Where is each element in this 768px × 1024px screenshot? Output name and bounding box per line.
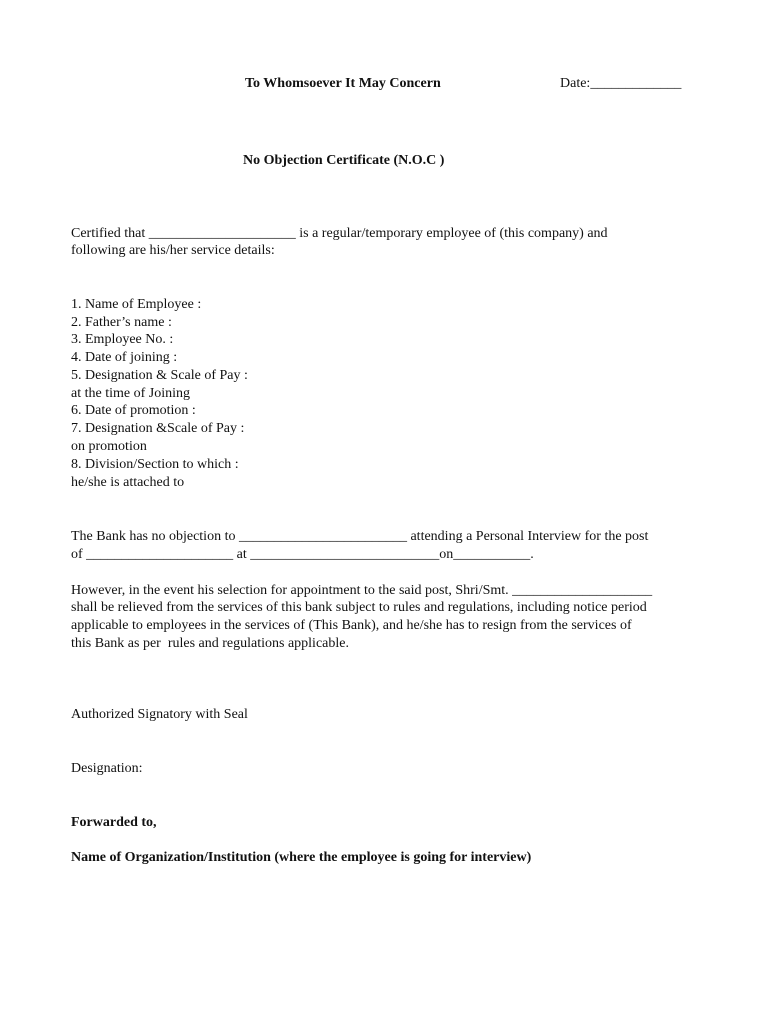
signatory-label: Authorized Signatory with Seal — [71, 707, 248, 722]
designation-label: Designation: — [71, 761, 143, 776]
detail-item: 8. Division/Section to which : — [71, 457, 239, 472]
detail-item: 3. Employee No. : — [71, 332, 174, 347]
intro-line-1: Certified that _____________________ is a regular/temporary employee of (this company) and — [71, 226, 608, 241]
letter-title: To Whomsoever It May Concern — [245, 76, 441, 91]
date-field: Date:_____________ — [560, 76, 682, 91]
objection-line-2: of _____________________ at ___________________________on___________. — [71, 547, 534, 562]
detail-item: 2. Father’s name : — [71, 315, 172, 330]
relief-line-4: this Bank as per rules and regulations applicable. — [71, 636, 349, 651]
intro-line-2: following are his/her service details: — [71, 243, 275, 258]
organization-label: Name of Organization/Institution (where the employee is going for interview) — [71, 850, 532, 865]
objection-line-1: The Bank has no objection to ________________________ attending a Personal Interview for the post — [71, 529, 649, 544]
detail-item: on promotion — [71, 439, 147, 454]
detail-item: 1. Name of Employee : — [71, 297, 202, 312]
detail-item: 6. Date of promotion : — [71, 403, 196, 418]
relief-line-2: shall be relieved from the services of this bank subject to rules and regulations, including notice period — [71, 600, 647, 615]
detail-item: at the time of Joining — [71, 386, 190, 401]
detail-item: 7. Designation &Scale of Pay : — [71, 421, 245, 436]
forwarded-to-label: Forwarded to, — [71, 815, 157, 830]
relief-line-1: However, in the event his selection for appointment to the said post, Shri/Smt. ____________________ — [71, 583, 653, 598]
detail-item: 5. Designation & Scale of Pay : — [71, 368, 248, 383]
detail-item: 4. Date of joining : — [71, 350, 178, 365]
relief-line-3: applicable to employees in the services of (This Bank), and he/she has to resign from the services of — [71, 618, 632, 633]
certificate-heading: No Objection Certificate (N.O.C ) — [243, 153, 445, 168]
detail-item: he/she is attached to — [71, 475, 185, 490]
